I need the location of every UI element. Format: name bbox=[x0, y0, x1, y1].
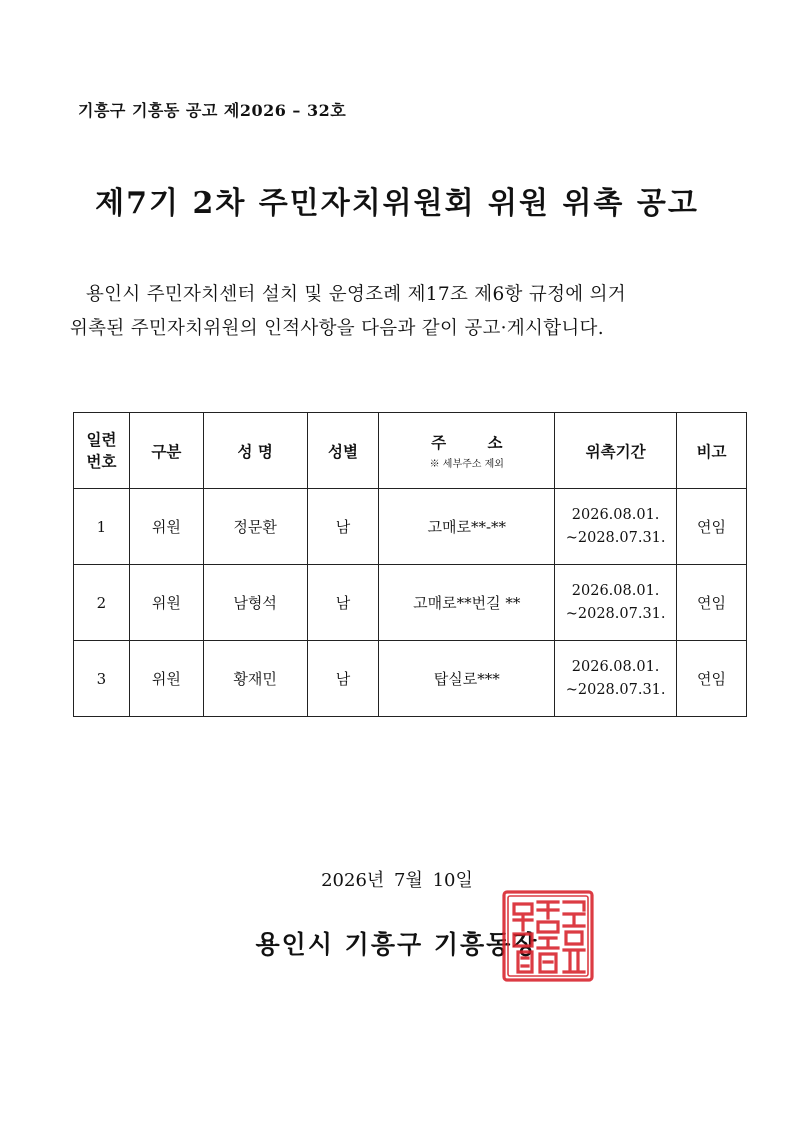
cell-serial-number: 2 bbox=[74, 565, 130, 641]
cell-serial-number: 1 bbox=[74, 489, 130, 565]
table-row bbox=[74, 489, 747, 565]
header-remarks: 비고 bbox=[677, 413, 747, 489]
header-address bbox=[379, 413, 555, 489]
issuer-name: 용인시 기흥구 기흥동장 bbox=[255, 930, 539, 959]
table-row bbox=[74, 565, 747, 641]
notice-title: 제7기 2차 주민자치위원회 위원 위촉 공고 bbox=[95, 186, 699, 221]
notice-number: 기흥구 기흥동 공고 제2026 – 32호 bbox=[78, 101, 347, 120]
header-serial-number bbox=[74, 413, 130, 489]
cell-remarks: 연임 bbox=[677, 565, 747, 641]
period-end: ~2028.07.31. bbox=[565, 681, 666, 698]
header-serial-line1: 일련 bbox=[86, 429, 117, 449]
cell-name: 황재민 bbox=[203, 641, 307, 717]
header-serial-line2: 번호 bbox=[86, 451, 117, 471]
header-address-label: 주 소 bbox=[431, 433, 521, 452]
cell-gender: 남 bbox=[307, 641, 379, 717]
cell-serial-number: 3 bbox=[74, 641, 130, 717]
cell-category: 위원 bbox=[129, 565, 203, 641]
cell-category: 위원 bbox=[129, 641, 203, 717]
period-start: 2026.08.01. bbox=[571, 658, 660, 675]
header-period: 위촉기간 bbox=[555, 413, 677, 489]
period-end: ~2028.07.31. bbox=[565, 529, 666, 546]
cell-period bbox=[555, 641, 677, 717]
header-category: 구분 bbox=[129, 413, 203, 489]
header-name: 성 명 bbox=[203, 413, 307, 489]
notice-intro bbox=[70, 278, 730, 346]
header-gender: 성별 bbox=[307, 413, 379, 489]
cell-address: 탑실로*** bbox=[379, 641, 555, 717]
cell-remarks: 연임 bbox=[677, 641, 747, 717]
table-header-row bbox=[74, 413, 747, 489]
period-start: 2026.08.01. bbox=[571, 506, 660, 523]
cell-remarks: 연임 bbox=[677, 489, 747, 565]
cell-name: 남형석 bbox=[203, 565, 307, 641]
official-seal-icon bbox=[500, 888, 596, 984]
cell-address: 고매로**-** bbox=[379, 489, 555, 565]
cell-category: 위원 bbox=[129, 489, 203, 565]
cell-address: 고매로**번길 ** bbox=[379, 565, 555, 641]
cell-name: 정문환 bbox=[203, 489, 307, 565]
notice-date: 2026년 7월 10일 bbox=[321, 870, 473, 891]
member-table bbox=[73, 412, 747, 717]
intro-line-2: 위촉된 주민자치위원의 인적사항을 다음과 같이 공고·게시합니다. bbox=[70, 318, 604, 339]
header-address-note: ※ 세부주소 제외 bbox=[429, 459, 504, 470]
cell-period bbox=[555, 565, 677, 641]
period-end: ~2028.07.31. bbox=[565, 605, 666, 622]
cell-period bbox=[555, 489, 677, 565]
period-start: 2026.08.01. bbox=[571, 582, 660, 599]
cell-gender: 남 bbox=[307, 489, 379, 565]
table-row bbox=[74, 641, 747, 717]
cell-gender: 남 bbox=[307, 565, 379, 641]
intro-line-1: 용인시 주민자치센터 설치 및 운영조례 제17조 제6항 규정에 의거 bbox=[86, 284, 626, 305]
